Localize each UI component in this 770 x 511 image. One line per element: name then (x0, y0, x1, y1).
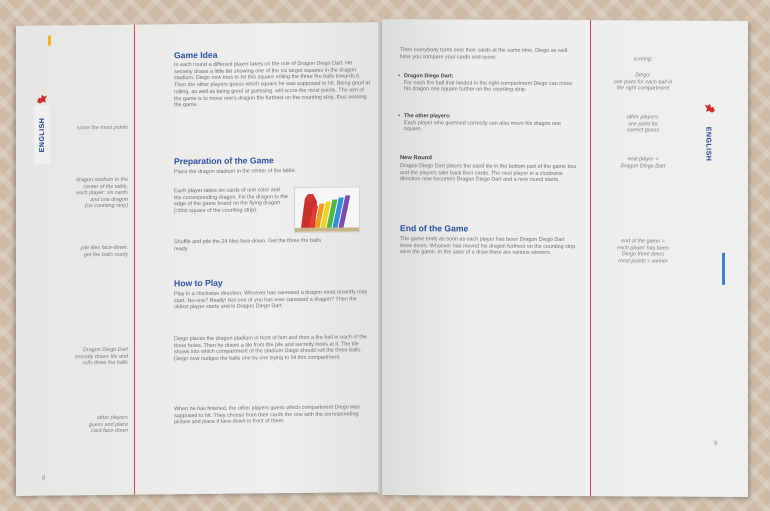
margin-note: other players guess and place card face-down (88, 414, 128, 435)
margin-note: pile tiles face-down, get fire balls ready (80, 244, 128, 258)
margin-note: end of the game = each player has been Diego three times most points = winner (617, 238, 669, 265)
section-title-preparation: Preparation of the Game (174, 155, 274, 167)
game-idea-text: In each round a different player takes on the role of Dragon Diego Dart. He secretly draws a little tile showing one of the six target squares in the dragon stadium. Diego now tries to hit this square rolling the three fire balls towards it. Then the other players guess which square he was supposed to hit. Being good at rolling, as well as being good at guessing, will score the most points. The aim of the game is to move one's dragon the furthest on the counting strip, thus winning the game. (174, 60, 370, 109)
page-number: 9 (714, 440, 718, 447)
margin-note: Dragon Diego Dart secretly draws tile and rolls three fire balls (74, 346, 128, 367)
how-to-play-text-1: Play in a clockwise direction. Whoever has caressed a dragon most recently may start. No-one? Really! Not one of you has ever caressed a dragon? Then the oldest player starts and is Dragon Diego Dart. (174, 289, 368, 311)
margin-line (590, 20, 591, 496)
blue-marker (722, 253, 725, 285)
scoring-intro: Then everybody turns over their cards at the same time, Diego as well. Now you compare your cards and score: (400, 47, 569, 61)
bullet-text: Each player who guessed correctly can also move his dragon one square. (404, 119, 562, 133)
bullet-text: For each fire ball that landed in the right compartment Diego can move his dragon one square further on the counting strip. (404, 79, 573, 94)
preparation-text-3: Shuffle and pile the 24 tiles face-down. Get the three fire balls ready. (174, 237, 322, 252)
tab-label: ENGLISH (704, 126, 712, 162)
bullet-other-players: • The other players: Each player who guessed correctly can also move his dragon one square. (398, 113, 562, 133)
page-number: 8 (42, 475, 46, 482)
left-page (16, 22, 382, 496)
language-tab (700, 115, 716, 173)
margin-note: next player = Dragon Diego Dart (620, 156, 666, 170)
end-of-game-text: The game ends as soon as each player has been Dragon Diego Dart three times. Whoever has moved his dragon furthest on the counting strip, wins the game. In the case of a draw there are various winners. (400, 236, 577, 257)
margin-note: Diego: one point for each ball in the right compartment (613, 72, 673, 92)
section-title-how-to-play: How to Play (174, 277, 223, 289)
how-to-play-text-2: Diego places the dragon stadium in front of him and then a fire ball in each of the three holes. Then he draws a tile from the pile and secretly looks at it. The tile shows into which compartment of the stadium Diego should roll the three balls. Diego now nudges the balls one by one trying to hit this compartment. (174, 334, 367, 363)
margin-note: dragon stadium in the center of the table, each player: six cards and one dragon (on counting strip) (75, 176, 128, 210)
bullet-title: The other players: (404, 113, 451, 120)
red-dragon-icon (704, 101, 716, 113)
margin-line (134, 25, 135, 495)
section-title-end-of-game: End of the Game (400, 223, 469, 234)
bullet-diego: • Dragon Diego Dart: For each fire ball that landed in the right compartment Diego can move his dragon one square further on the counting strip. (398, 73, 573, 94)
yellow-marker (48, 36, 51, 46)
margin-note: score the most points (76, 124, 128, 132)
language-tab (34, 106, 50, 164)
margin-note: other players: one point for correct guess (626, 114, 660, 134)
preparation-text-2: Each player takes six cards of one color and the corresponding dragon. Fix the dragon to the edge of the game board on the flying dragon (=first square of the counting strip). (174, 187, 288, 215)
section-title-game-idea: Game Idea (174, 49, 218, 61)
right-page (382, 19, 748, 497)
preparation-text-1: Place the dragon stadium in the center of the table. (174, 167, 296, 176)
red-dragon-icon (36, 92, 48, 104)
how-to-play-text-3: When he has finished, the other players guess which compartment Diego was supposed to hit. They choose from their cards the one with the corresponding picture and place it face-down in front of them. (174, 404, 360, 426)
dragon-stadium-illustration (294, 186, 360, 233)
tab-label: ENGLISH (38, 117, 46, 152)
bullet-title: Dragon Diego Dart: (404, 73, 454, 80)
new-round-text: Dragon Diego Dart places the used tile in the bottom part of the game box and the players take back their cards. The next player in a clockwise direction now becomes Dragon Diego Dart and a new round starts. (400, 163, 577, 184)
margin-note: scoring: (633, 56, 653, 63)
new-round-title: New Round (400, 155, 432, 162)
